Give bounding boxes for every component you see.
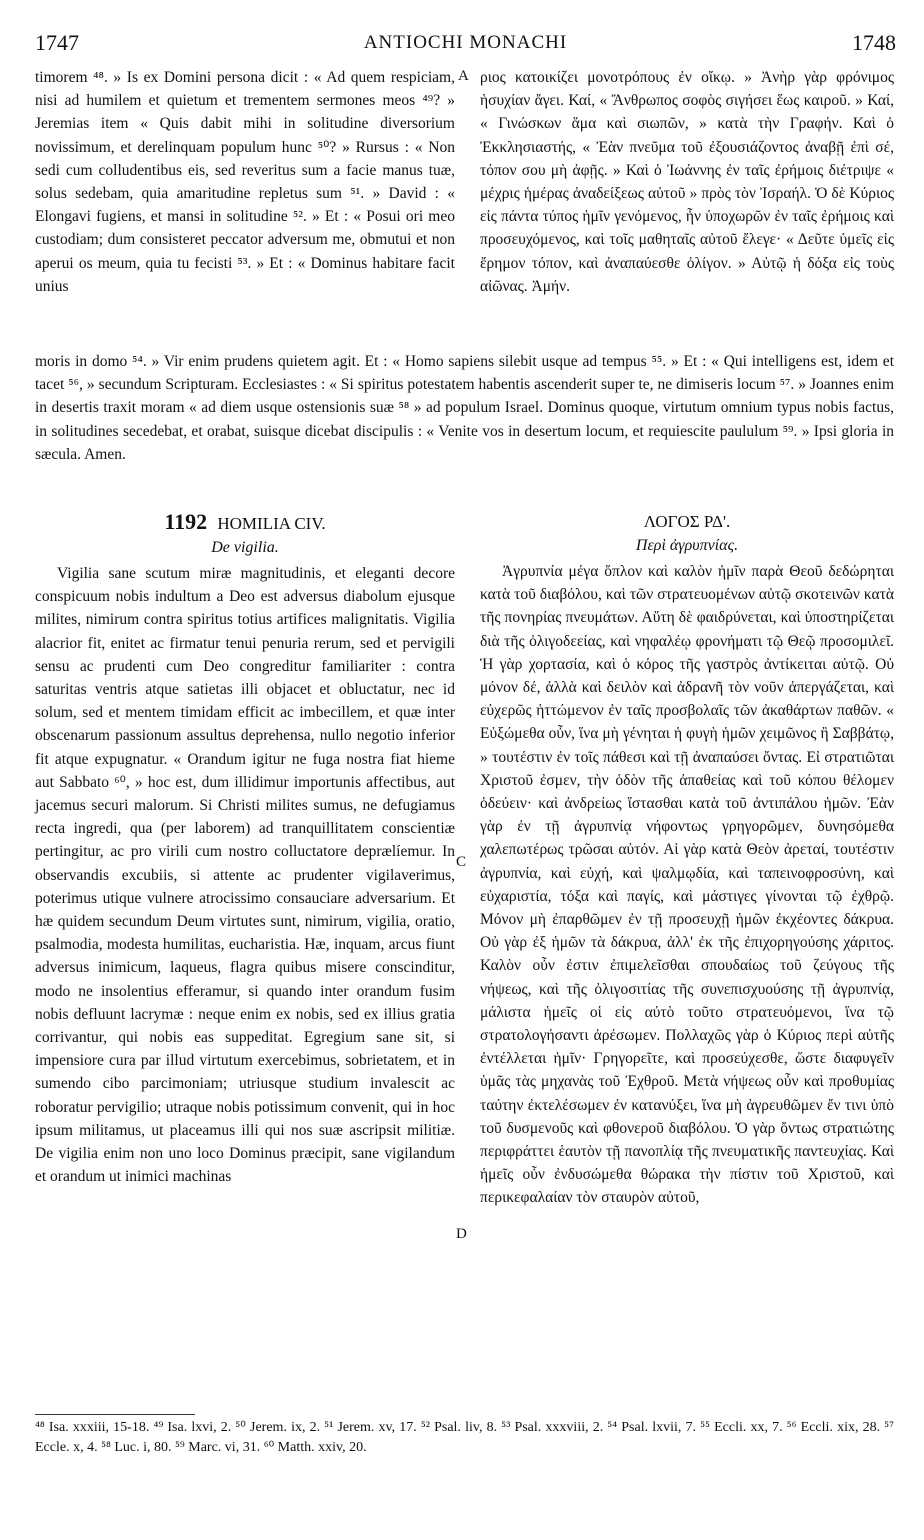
latin-top-text: timorem ⁴⁸. » Is ex Domini persona dicit : « Ad quem respiciam, nisi ad humilem et quietum et trementem sermones meos ⁴⁹? » Jeremias item « Quis dabit mihi in solitudine diversorium novissimum, et derelinquam populum hunc ⁵⁰? » Rursus : « Non sedi cum colludentibus eis, sed reveritus sum a facie manus tuæ, solus sedebam, quia amaritudine repletus sum ⁵¹. » David : « Elongavi fugiens, et mansi in solitudine ⁵². » Et : « Posui ori meo custodiam; dum consisteret peccator adversum me, obmutui et non aperui os meum, quia tu fecisti ⁵³. » Et : « Dominus habitare facit unius: [35, 69, 455, 295]
margin-marker-d: D: [456, 1226, 467, 1242]
running-title: ANTIOCHI MONACHI: [363, 32, 568, 53]
latin-heading-title: HOMILIA CIV.: [217, 514, 326, 533]
footnote-divider: [35, 1414, 195, 1415]
greek-top-text: ριος κατοικίζει μονοτρόπους ἐν οἴκῳ. » Ἀνὴρ γὰρ φρόνιμος ἡσυχίαν ἄγει. Καί, « Ἄνθρωπος σοφὸς σιγήσει ἕως καιροῦ. » Καί, « Γινώσκων ἅμα καὶ σιωπῶν, » κατὰ τὴν Γραφήν. Καὶ ὁ Ἐκκλησιαστής, « Ἐὰν πνεῦμα τοῦ ἐξουσιάζοντος ἀναβῇ ἐπὶ σέ, τόπον σου μὴ ἀφῇς. » Καὶ ὁ Ἰωάννης ἐν ταῖς ἐρήμοις διέτριψε « μέχρις ἡμέρας ἀναδείξεως αὐτοῦ » πρὸς τὸν Ἰσραήλ. Ὁ δὲ Κύριος εἰς πάντα τύπος ἡμῖν γενόμενος, ἦν ὑποχωρῶν ἐν ταῖς ἐρήμοις καὶ προσευχόμενος, καὶ τοῖς μαθηταῖς αὐτοῦ ἔλεγε· « Δεῦτε ὑμεῖς εἰς ἔρημον τόπον, καὶ ἀναπαύεσθε ὀλίγον. » Αὐτῷ ἡ δόξα εἰς τοὺς αἰῶνας. Ἀμήν.: [480, 69, 894, 295]
latin-homily-heading: [35, 510, 455, 536]
greek-homily-heading: ΛΟΓΟΣ ΡΔ'.: [643, 512, 731, 531]
footnotes: ⁴⁸ Isa. xxxiii, 15-18. ⁴⁹ Isa. lxvi, 2. ⁵⁰ Jerem. ix, 2. ⁵¹ Jerem. xv, 17. ⁵² Psal. liv, 8. ⁵³ Psal. xxxviii, 2. ⁵⁴ Psal. lxvii, 7. ⁵⁵ Eccli. xx, 7. ⁵⁶ Eccli. xix, 28. ⁵⁷ Eccle. x, 4. ⁵⁸ Luc. i, 80. ⁵⁹ Marc. vi, 31. ⁶⁰ Matth. xxiv, 20.: [35, 1420, 894, 1455]
page-header: [35, 28, 896, 62]
latin-column-bottom: [35, 510, 455, 1188]
latin-full-text: moris in domo ⁵⁴. » Vir enim prudens quietem agit. Et : « Homo sapiens silebit usque ad tempus ⁵⁵. » Et : « Qui intelligens est, idem et tacet ⁵⁶, » secundum Scripturam. Ecclesiastes : « Si spiritus potestatem habentis ascenderit super te, ne dimiseris locum ⁵⁷. » Joannes enim in desertis traxit moram « ad diem usque ostensionis suæ ⁵⁸ » ad populum Israel. Dominus quoque, virtutum omnium typus nobis factus, in solitudines secedebat, et orabat, suisque dicebat discipulis : « Venite vos in desertum locum, et requiescite paululum ⁵⁹. » Ipsi gloria in sæcula. Amen.: [35, 353, 894, 463]
greek-column-top: [480, 66, 894, 298]
latin-homily-text: Vigilia sane scutum miræ magnitudinis, et eleganti decore conspicuum nobis indultum a Deo est adversus diabolum ejusque milites, nimirum contra spiritus totius artifices malignitatis. Vigilia alacrior fit, enitet ac firmatur tenui penuria rerum, sed et pervigili sensu ac prudenti cum Deo congreditur familiariter : contra saturitas ventris atque satietas illi objacet et obluctatur, nec id solum, sed et mentem timidam efficit ac imbecillem, et quæ inter obscenarum passionum assultus deprehensa, nullo negotio inferior fit atque expugnatur. « Orandum igitur ne fuga nostra fiat hieme aut Sabbato ⁶⁰, » hoc est, dum illidimur importunis affectibus, aut jacemus securi malorum. Si Christi milites sumus, ne defugiamus recta ingredi, qua (per laborem) ad tranquillitatem conscientiæ pertingitur, ac pro virili cum nostro colluctatore deprælíemur. In observandis excubiis, si attente ac prudenter vigilaverimus, poterimus utique vulnere atrocissimo consauciare adversarium. Et hæ quidem secundum Deum virtutes sunt, nimirum, vigilia, oratio, psalmodia, modesta humilitas, eucharistia. Hæ, inquam, arcus fiunt adversus inimicum, laqueus, flagra quibus misere conscinditur, modo ne insolentius efferamur, si quando inter orandum fusim nobis defluunt lacrymæ : neque enim ex nobis, sed ex illius gratia corrivantur, qui nobis eas suppeditat. Egregium sane sit, si impensiore cura par illud virtutum exercebimus, sobrietatem, et in sumendo cibo parcimoniam; utriusque studium invalescit ac roboratur pervigilio; utraque nobis potissimum convenit, qui in hoc ipsum militamus, ut placeamus illi qui nos suæ ascripsit militiæ. De vigilia enim non uno loco Dominus præcipit, sane vigilandum et orandum ut inimici machinas: [35, 565, 455, 1186]
column-number: 1192: [164, 509, 208, 534]
greek-subheading: Περὶ ἀγρυπνίας.: [635, 537, 739, 554]
greek-homily-text: Ἀγρυπνία μέγα ὅπλον καὶ καλὸν ἡμῖν παρὰ Θεοῦ δεδώρηται κατὰ τοῦ διαβόλου, καὶ τῶν στρατευομένων αὐτῷ σκοτεινῶν κατὰ τῆς πονηρίας πνευμάτων. Αὕτη δὲ φαιδρύνεται, καὶ ὑποστηρίζεται διὰ τῆς ὀλιγοδεείας, καὶ νηφαλέῳ φρονήματι τῷ Θεῷ προσομιλεῖ. Ἡ γὰρ χορτασία, καὶ ὁ κόρος τῆς γαστρὸς ἀντίκειται αὐτῷ. Οὐ μόνον δέ, ἀλλὰ καὶ δειλὸν καὶ ἀδρανῆ τὸν νοῦν ἀπεργάζεται, καὶ εὐχερῶς ἡττώμενον ἐν ταῖς προσβολαῖς τῶν ἀκαθάρτων παθῶν. « Εὐξώμεθα οὖν, ἵνα μὴ γένηται ἡ φυγὴ ἡμῶν χειμῶνος ἢ Σαββάτῳ, » τουτέστιν ἐν τοῖς πάθεσι καὶ τῇ ἀναπαύσει ὄντας. Εἰ στρατιῶται Χριστοῦ ἐσμεν, τὴν ὁδὸν τῆς ἀπαθείας καὶ τοῦ κόπου θέλομεν ὁδεύειν· καὶ ἀνδρείως ἵστασθαι κατὰ τοῦ ἀντιπάλου ἡμῶν. Ἐὰν γὰρ ἐν τῇ ἀγρυπνίᾳ νήφοντως γρηγορῶμεν, δυνησόμεθα χαλεπωτέρως τρῶσαι αὐτόν. Αἱ γὰρ κατὰ Θεὸν ἀρεταί, τουτέστιν ἀγρυπνία, καὶ εὐχή, καὶ ψαλμῳδία, καὶ ταπεινοφροσύνη, καὶ εὐχαριστία, τόξα καὶ παγίς, καὶ μάστιγες γίνονται τῷ ἐχθρῷ. Μόνον μὴ ἐπαρθῶμεν ἐν τῇ προσευχῇ ἡμῶν ἐκχέοντες δάκρυα. Οὐ γὰρ ἐξ ἡμῶν τὰ δάκρυα, ἀλλ' ἐκ τῆς ἐπιχορηγούσης χάριτος. Καλὸν οὖν ἐστιν ἐπιμελεῖσθαι σπουδαίως τοῦ ζεύγους τῆς νήψεως, καὶ τῆς ὀλιγοσιτίας τῆς συνεπισχυούσης τῇ ἀγρυπνίᾳ, μάλιστα ἡμεῖς οἱ εἰς αὐτὸ τοῦτο στρατευόμενοι, ἵνα τῷ στρατολογήσαντι ἀρέσωμεν. Πολλαχῶς γὰρ ὁ Κύριος περὶ αὐτῆς ἐντέλλεται ἡμῖν· Γρηγορεῖτε, καὶ προσεύχεσθε, ὥστε διαφυγεῖν ὑμᾶς τὰς μηχανὰς τοῦ Ἐχθροῦ. Μετὰ νήψεως οὖν καὶ προθυμίας ταύτην ἐκτελέσωμεν ἐν κατανύξει, ἵνα μὴ ἀγρευθῶμεν ἔν τινι ὑπὸ τοῦ δυσμενοῦς καὶ φθονεροῦ διαβόλου. Ὁ γὰρ ὄντως στρατιώτης περιφράττει ἑαυτὸν τῇ πανοπλίᾳ τῆς πνευματικῆς παντευχίας. Καὶ ἡμεῖς οὖν ἐνδυσώμεθα θώρακα τὴν πίστιν τοῦ Χριστοῦ, καὶ περικεφαλαίαν τὸν σταυρὸν αὐτοῦ,: [480, 563, 894, 1207]
left-page-number: 1747: [35, 30, 79, 55]
greek-column-bottom: [480, 510, 894, 1210]
margin-marker-c: C: [456, 854, 467, 870]
right-page-number: 1748: [852, 30, 896, 55]
margin-marker-a: A: [458, 68, 469, 84]
latin-subheading: De vigilia.: [211, 539, 279, 556]
latin-column-top: [35, 66, 455, 298]
latin-full-width-block: [35, 350, 894, 466]
